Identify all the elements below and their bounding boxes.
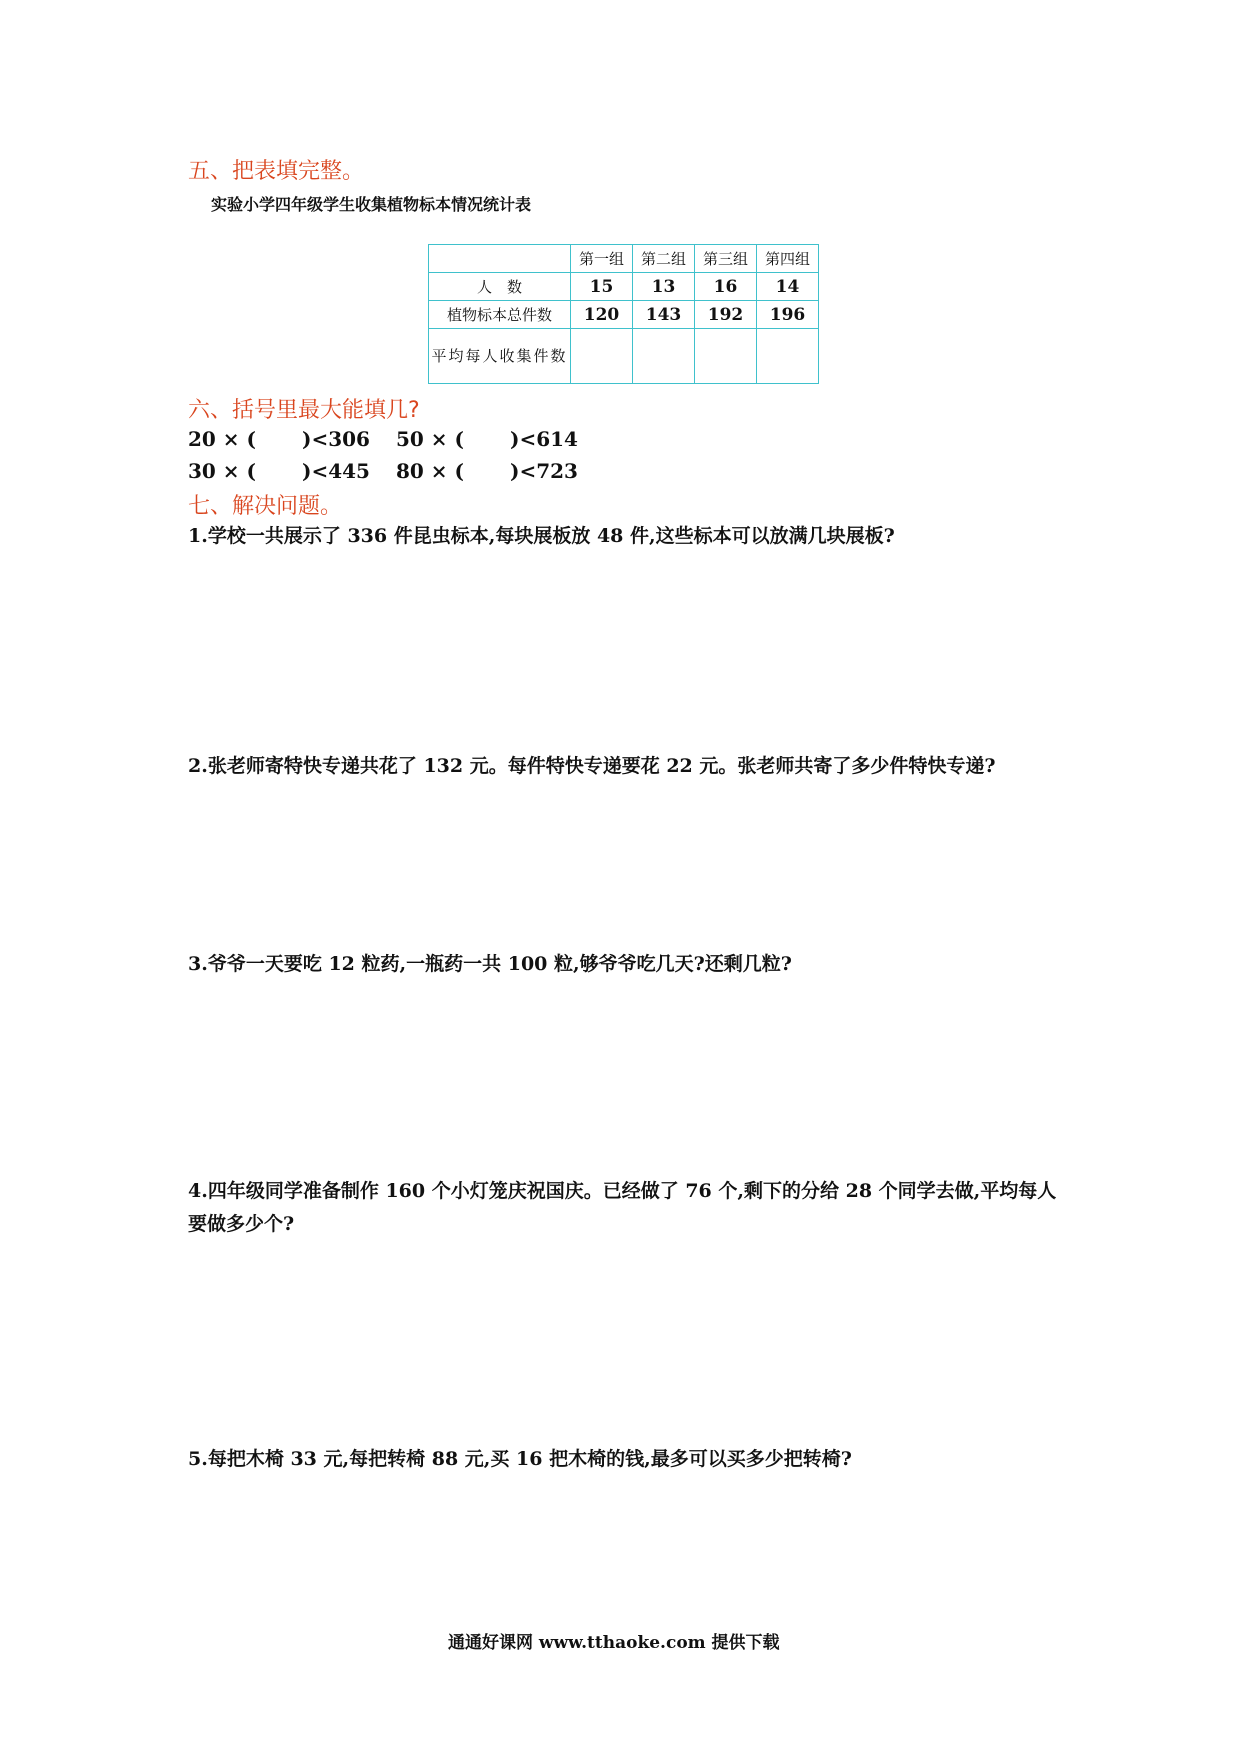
cell-total-4: 196 <box>757 301 819 329</box>
column-header-group-2: 第二组 <box>633 245 695 273</box>
problem-2: 2.张老师寄特快专递共花了 132 元。每件特快专递要花 22 元。张老师共寄了多少件特快专递? <box>188 755 996 777</box>
equation-2 <box>396 427 578 451</box>
column-header-group-1: 第一组 <box>571 245 633 273</box>
cell-people-3: 16 <box>695 273 757 301</box>
equation-1 <box>188 427 370 451</box>
row-header-people: 人 数 <box>429 273 571 301</box>
table-caption: 实验小学四年级学生收集植物标本情况统计表 <box>211 195 532 214</box>
equation-1-left: 20 × ( <box>188 427 256 451</box>
statistics-table <box>428 244 819 384</box>
cell-average-1[interactable] <box>571 329 633 384</box>
equation-1-right: )<306 <box>301 427 370 451</box>
equation-3-left: 30 × ( <box>188 459 256 483</box>
table-corner-cell <box>429 245 571 273</box>
footer-text: 通通好课网 www.tthaoke.com 提供下载 <box>448 1633 780 1653</box>
table-row-people <box>429 273 819 301</box>
equation-4-left: 80 × ( <box>396 459 464 483</box>
column-header-group-3: 第三组 <box>695 245 757 273</box>
cell-people-4: 14 <box>757 273 819 301</box>
section-6-title: 六、括号里最大能填几? <box>188 398 420 423</box>
cell-average-4[interactable] <box>757 329 819 384</box>
section-5-title: 五、把表填完整。 <box>188 159 365 184</box>
row-header-total: 植物标本总件数 <box>429 301 571 329</box>
equation-3-right: )<445 <box>301 459 370 483</box>
row-header-average: 平均每人收集件数 <box>429 329 571 384</box>
table-row-average <box>429 329 819 384</box>
problem-5: 5.每把木椅 33 元,每把转椅 88 元,买 16 把木椅的钱,最多可以买多少把转椅? <box>188 1448 852 1470</box>
section-7-title: 七、解决问题。 <box>188 494 343 519</box>
cell-people-2: 13 <box>633 273 695 301</box>
problem-4: 4.四年级同学准备制作 160 个小灯笼庆祝国庆。已经做了 76 个,剩下的分给 28 个同学去做,平均每人要做多少个? <box>188 1180 1057 1235</box>
cell-total-2: 143 <box>633 301 695 329</box>
cell-average-2[interactable] <box>633 329 695 384</box>
cell-average-3[interactable] <box>695 329 757 384</box>
equation-3 <box>188 459 370 483</box>
cell-total-1: 120 <box>571 301 633 329</box>
problem-3: 3.爷爷一天要吃 12 粒药,一瓶药一共 100 粒,够爷爷吃几天?还剩几粒? <box>188 953 792 975</box>
equation-2-left: 50 × ( <box>396 427 464 451</box>
equation-2-right: )<614 <box>509 427 578 451</box>
cell-people-1: 15 <box>571 273 633 301</box>
column-header-group-4: 第四组 <box>757 245 819 273</box>
equation-4-right: )<723 <box>509 459 578 483</box>
equation-4 <box>396 459 578 483</box>
table-header-row <box>429 245 819 273</box>
problem-1: 1.学校一共展示了 336 件昆虫标本,每块展板放 48 件,这些标本可以放满几块展板? <box>188 525 895 547</box>
cell-total-3: 192 <box>695 301 757 329</box>
table-row-total <box>429 301 819 329</box>
